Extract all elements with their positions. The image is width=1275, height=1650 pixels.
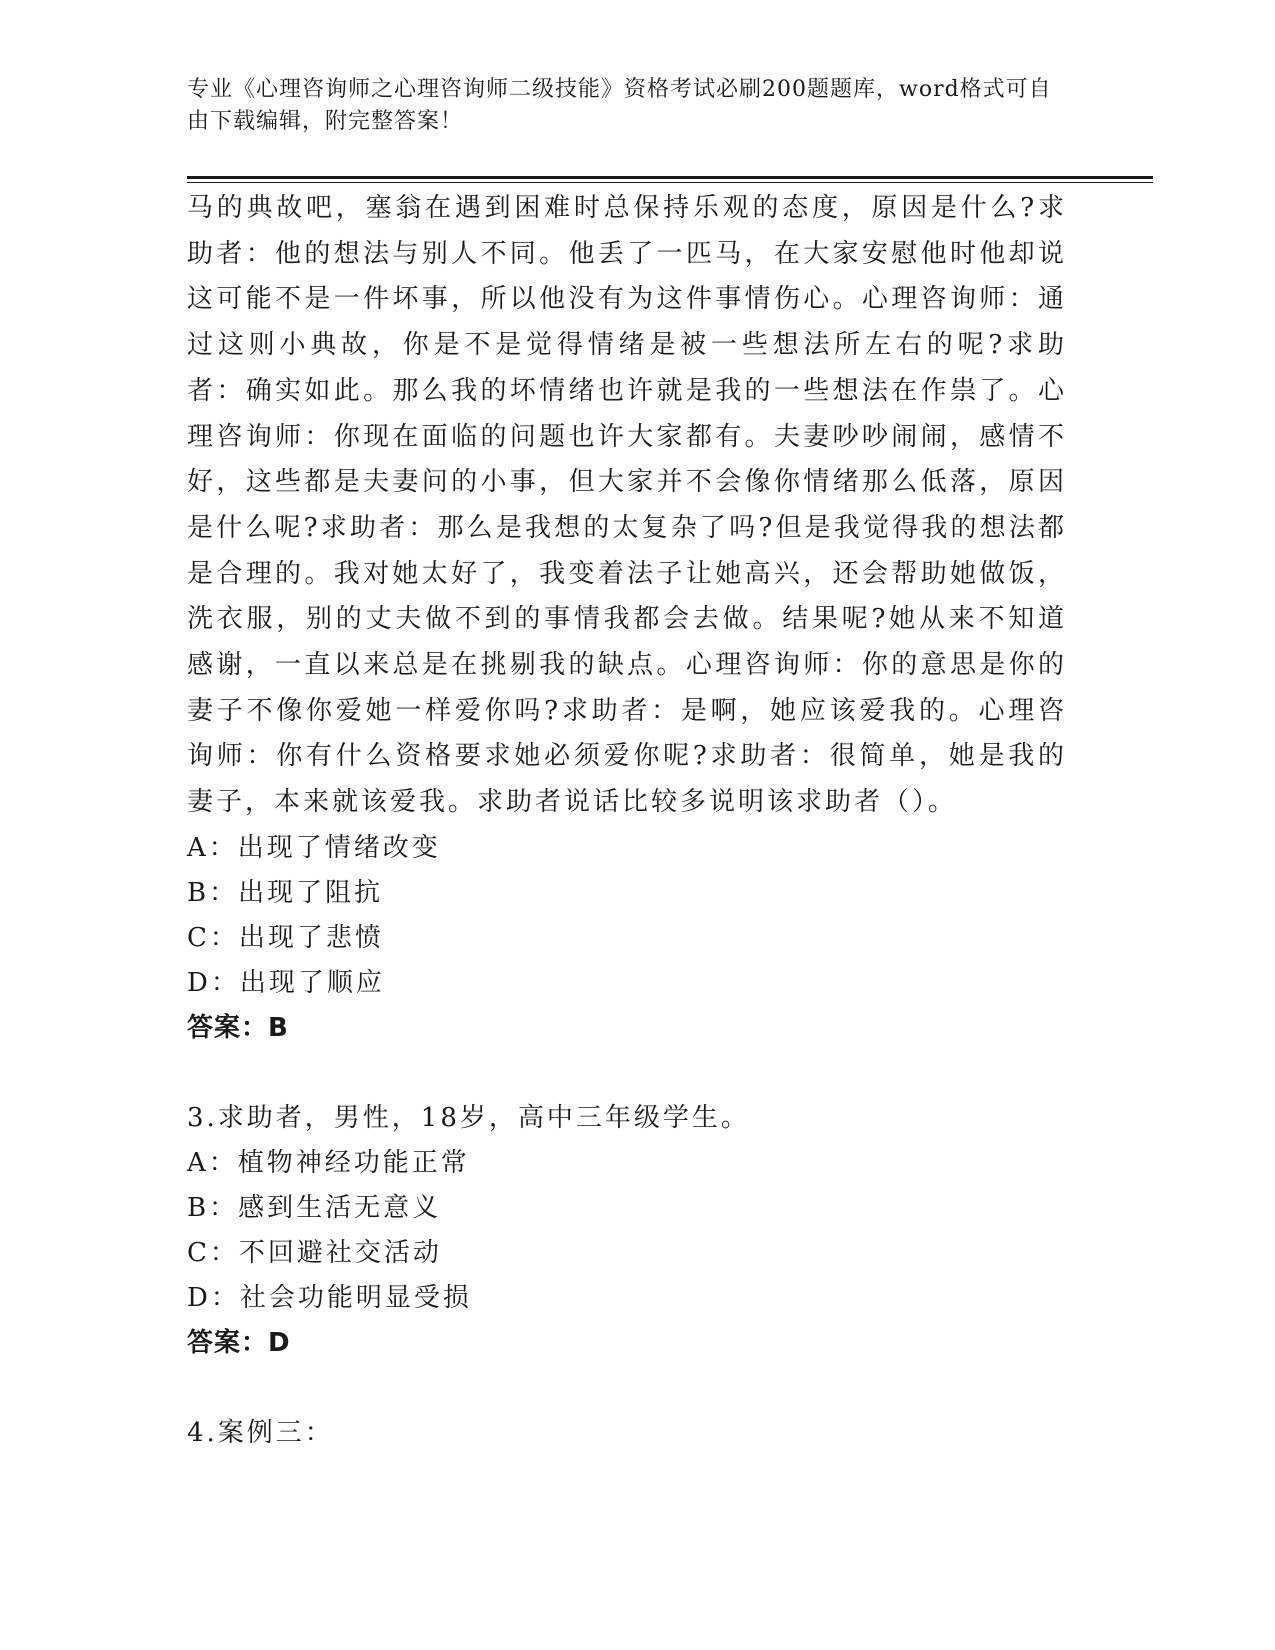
question-2-option-d: D：出现了顺应 [187,967,385,998]
document-header: 专业《心理咨询师之心理咨询师二级技能》资格考试必刷200题题库，word格式可自由下载编辑，附完整答案！ [187,77,1052,134]
question-2-option-b: B：出现了阻抗 [187,877,384,908]
question-4-title: 4.案例三： [187,1417,334,1448]
document-body [187,186,1067,1456]
question-3-option-a: A：植物神经功能正常 [187,1147,470,1178]
question-3-title: 3.求助者，男性，18岁，高中三年级学生。 [187,1102,750,1133]
question-3-answer: 答案：D [187,1327,291,1358]
question-3-option-c: C：不回避社交活动 [187,1237,442,1268]
spacer [187,1051,1067,1096]
question-2-text: 马的典故吧，塞翁在遇到困难时总保持乐观的态度，原因是什么?求助者：他的想法与别人不同。他丢了一匹马，在大家安慰他时他却说这可能不是一件坏事，所以他没有为这件事情伤心。心理咨询师：通过这则小典故，你是不是觉得情绪是被一些想法所左右的呢?求助者：确实如此。那么我的坏情绪也许就是我的一些想法在作祟了。心理咨询师：你现在面临的问题也许大家都有。夫妻吵吵闹闹，感情不好，这些都是夫妻问的小事，但大家并不会像你情绪那么低落，原因是什么呢?求助者：那么是我想的太复杂了吗?但是我觉得我的想法都是合理的。我对她太好了，我变着法子让她高兴，还会帮助她做饭，洗衣服，别的丈夫做不到的事情我都会去做。结果呢?她从来不知道感谢，一直以来总是在挑剔我的缺点。心理咨询师：你的意思是你的妻子不像你爱她一样爱你吗?求助者：是啊，她应该爱我的。心理咨询师：你有什么资格要求她必须爱你呢?求助者：很简单，她是我的妻子，本来就该爱我。求助者说话比较多说明该求助者（）。 [187,193,1067,818]
header-rule-thin [187,182,1153,183]
spacer [187,1366,1067,1411]
question-2-option-c: C：出现了悲愤 [187,922,384,953]
question-2-answer: 答案：B [187,1012,289,1043]
question-3-option-d: D：社会功能明显受损 [187,1282,472,1313]
question-3-option-b: B：感到生活无意义 [187,1192,442,1223]
header-rule-thick [187,176,1153,179]
question-2-option-a: A：出现了情绪改变 [187,832,441,863]
